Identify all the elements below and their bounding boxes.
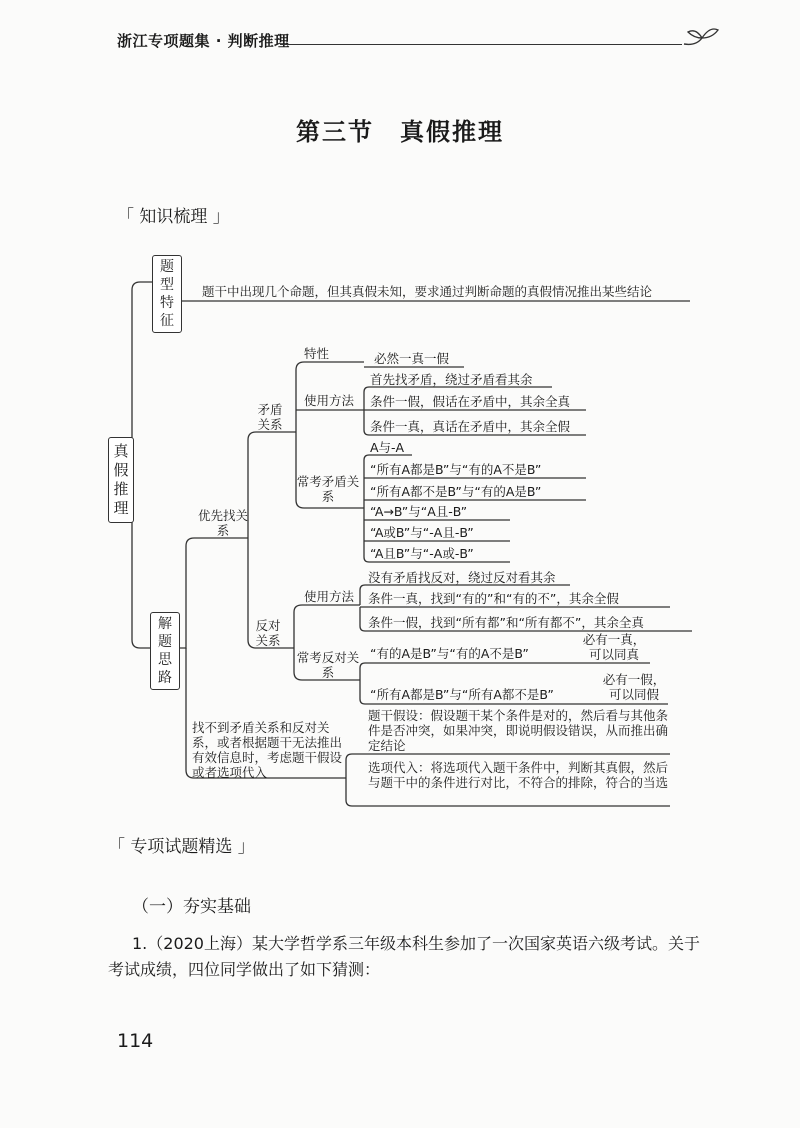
traits-node: [152, 255, 182, 333]
contradiction-trait-value: 必然一真一假: [374, 351, 450, 366]
contradiction-common-2: “所有A都是B”与“有的A不是B”: [370, 462, 542, 477]
contradiction-method-3: 条件一真，真话在矛盾中，其余全假: [370, 419, 571, 434]
opposition-common-1-pair: “有的A是B”与“有的A不是B”: [370, 646, 529, 661]
fallback-substitute: 选项代入：将选项代入题干条件中，判断其真假，然后与题干中的条件进行对比，不符合的排除，符合的当选: [368, 760, 669, 790]
opposition-common-1-note: 必有一真，可以同真: [582, 632, 646, 662]
root-node: [108, 437, 134, 523]
question-1-text: 1.（2020上海）某大学哲学系三年级本科生参加了一次国家英语六级考试。关于考试成绩，四位同学做出了如下猜测：: [108, 934, 700, 979]
running-header-title: 浙江专项题集 · 判断推理: [117, 32, 290, 50]
traits-node-label: 题型特征: [160, 259, 174, 329]
contradiction-trait-label: 特性: [304, 346, 330, 361]
approach-node: [150, 612, 180, 690]
opposition-label: 反对关系: [255, 618, 281, 648]
contradiction-method-label: 使用方法: [304, 393, 355, 408]
contradiction-common-3: “所有A都不是B”与“有的A是B”: [370, 484, 542, 499]
fallback-label: 找不到矛盾关系和反对关系，或者根据题干无法推出有效信息时，考虑题干假设或者选项代入: [192, 720, 343, 780]
opposition-common-2-pair: “所有A都是B”与“所有A都不是B”: [370, 687, 554, 702]
opposition-method-1: 没有矛盾找反对，绕过反对看其余: [368, 570, 556, 585]
contradiction-method-2: 条件一假，假话在矛盾中，其余全真: [370, 394, 571, 409]
contradiction-label: 矛盾关系: [257, 402, 283, 432]
opposition-method-label: 使用方法: [304, 589, 355, 604]
page-number: 114: [117, 1030, 154, 1052]
opposition-common-2-note: 必有一假，可以同假: [602, 672, 666, 702]
heading-knowledge: 「 知识梳理 」: [117, 207, 230, 227]
contradiction-common-6: “A且B”与“-A或-B”: [370, 546, 474, 561]
fallback-assume: 题干假设：假设题干某个条件是对的，然后看与其他条件是否冲突，如果冲突，即说明假设错误，从而推出确定结论: [368, 708, 669, 753]
approach-node-label: 解题思路: [158, 616, 172, 686]
root-node-label: 真假推理: [113, 442, 129, 517]
contradiction-common-1: A与-A: [370, 440, 405, 455]
contradiction-method-1: 首先找矛盾，绕过矛盾看其余: [370, 372, 533, 387]
opposition-method-2: 条件一真，找到“有的”和“有的不”，其余全假: [368, 591, 619, 606]
contradiction-common-label: 常考矛盾关系: [296, 474, 360, 504]
contradiction-common-4: “A→B”与“A且-B”: [370, 504, 468, 519]
contradiction-common-5: “A或B”与“-A且-B”: [370, 525, 474, 540]
heading-practice: 「 专项试题精选 」: [108, 837, 255, 857]
heading-basic: （一）夯实基础: [132, 897, 251, 917]
opposition-method-3: 条件一假，找到“所有都”和“所有都不”，其余全真: [368, 615, 644, 630]
opposition-common-label: 常考反对关系: [296, 650, 360, 680]
traits-description: 题干中出现几个命题，但其真假未知，要求通过判断命题的真假情况推出某些结论: [202, 284, 653, 299]
priority-label: 优先找关系: [197, 508, 248, 538]
section-title: 第三节 真假推理: [296, 118, 504, 146]
